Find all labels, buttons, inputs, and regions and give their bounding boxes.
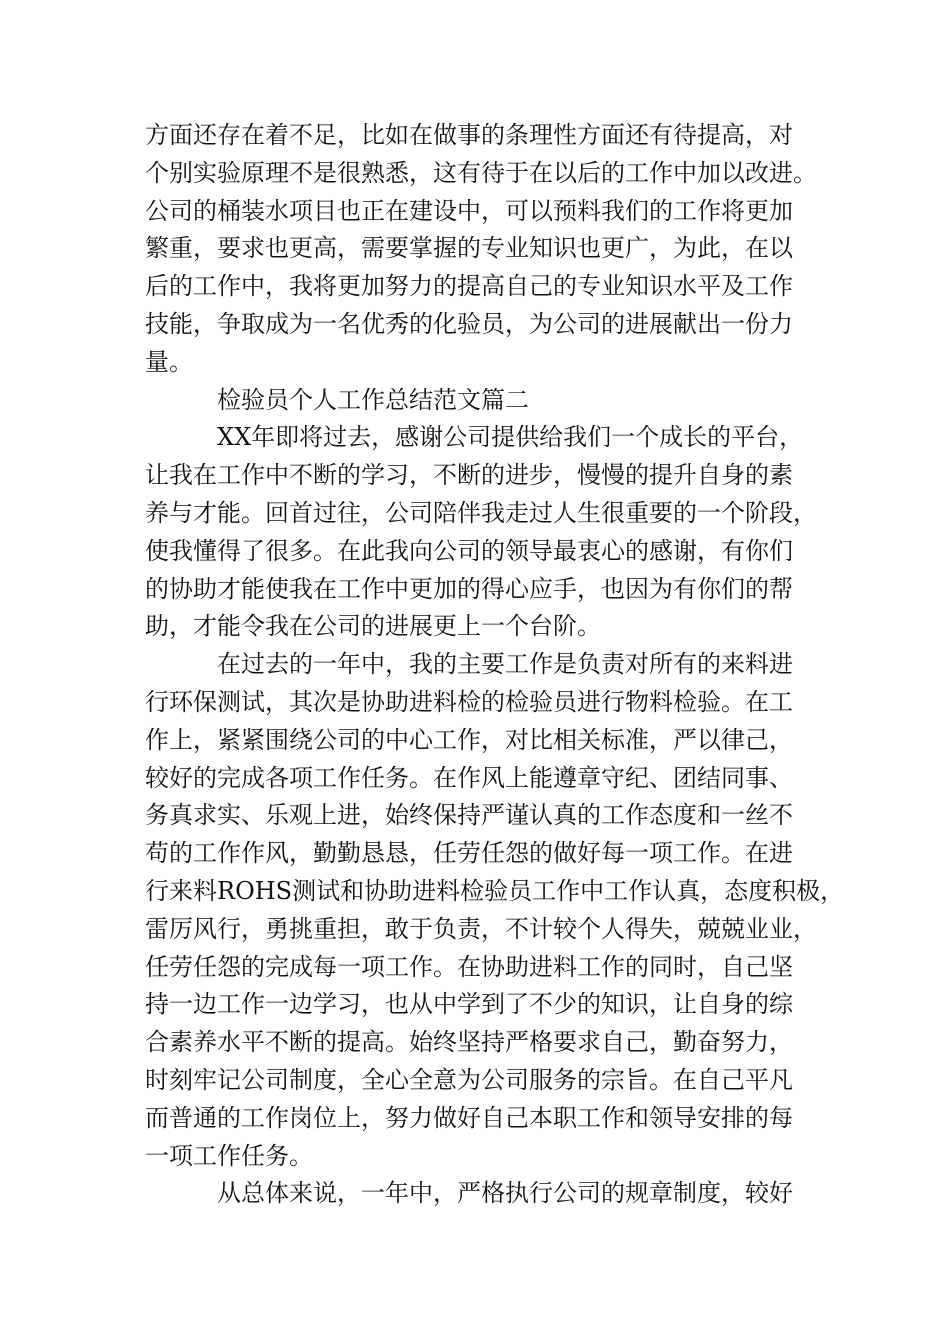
text-line: 行来料ROHS测试和协助进料检验员工作中工作认真，态度积极， bbox=[145, 876, 845, 905]
text-line: 作上，紧紧围绕公司的中心工作，对比相关标准，严以律己， bbox=[145, 725, 793, 754]
text-line: 苟的工作作风，勤勤恳恳，任劳任怨的做好每一项工作。在进 bbox=[145, 839, 793, 868]
text-line: 养与才能。回首过往，公司陪伴我走过人生很重要的一个阶段， bbox=[145, 498, 817, 527]
text-line: 时刻牢记公司制度，全心全意为公司服务的宗旨。在自己平凡 bbox=[145, 1065, 793, 1094]
text-line: 个别实验原理不是很熟悉，这有待于在以后的工作中加以改进。 bbox=[145, 158, 817, 187]
paragraph-first-line: XX年即将过去，感谢公司提供给我们一个成长的平台， bbox=[217, 423, 804, 452]
text-line: 较好的完成各项工作任务。在作风上能遵章守纪、团结同事、 bbox=[145, 763, 793, 792]
section-heading: 检验员个人工作总结范文篇二 bbox=[217, 385, 529, 414]
text-line: 量。 bbox=[145, 347, 193, 376]
text-line: 合素养水平不断的提高。始终坚持严格要求自己，勤奋努力， bbox=[145, 1028, 793, 1057]
paragraph-first-line: 从总体来说，一年中，严格执行公司的规章制度，较好 bbox=[217, 1179, 793, 1208]
paragraph-first-line: 在过去的一年中，我的主要工作是负责对所有的来料进 bbox=[217, 650, 793, 679]
document-body bbox=[145, 117, 845, 1213]
text-line: 行环保测试，其次是协助进料检的检验员进行物料检验。在工 bbox=[145, 687, 793, 716]
text-line: 技能，争取成为一名优秀的化验员，为公司的进展献出一份力 bbox=[145, 309, 793, 338]
text-line: 务真求实、乐观上进，始终保持严谨认真的工作态度和一丝不 bbox=[145, 801, 793, 830]
text-line: 而普通的工作岗位上，努力做好自己本职工作和领导安排的每 bbox=[145, 1103, 793, 1132]
text-line: 繁重，要求也更高，需要掌握的专业知识也更广，为此，在以 bbox=[145, 234, 793, 263]
text-line: 后的工作中，我将更加努力的提高自己的专业知识水平及工作 bbox=[145, 272, 793, 301]
text-line: 公司的桶装水项目也正在建设中，可以预料我们的工作将更加 bbox=[145, 196, 793, 225]
text-line: 雷厉风行，勇挑重担，敢于负责，不计较个人得失，兢兢业业， bbox=[145, 914, 817, 943]
text-line: 使我懂得了很多。在此我向公司的领导最衷心的感谢，有你们 bbox=[145, 536, 793, 565]
text-line: 方面还存在着不足，比如在做事的条理性方面还有待提高，对 bbox=[145, 121, 793, 149]
text-line: 助，才能令我在公司的进展更上一个台阶。 bbox=[145, 612, 601, 641]
text-line: 一项工作任务。 bbox=[145, 1141, 313, 1170]
text-line: 持一边工作一边学习，也从中学到了不少的知识，让自身的综 bbox=[145, 990, 793, 1019]
text-line: 任劳任怨的完成每一项工作。在协助进料工作的同时，自己坚 bbox=[145, 952, 793, 981]
text-line: 的协助才能使我在工作中更加的得心应手，也因为有你们的帮 bbox=[145, 574, 793, 603]
text-line: 让我在工作中不断的学习，不断的进步，慢慢的提升自身的素 bbox=[145, 461, 793, 490]
